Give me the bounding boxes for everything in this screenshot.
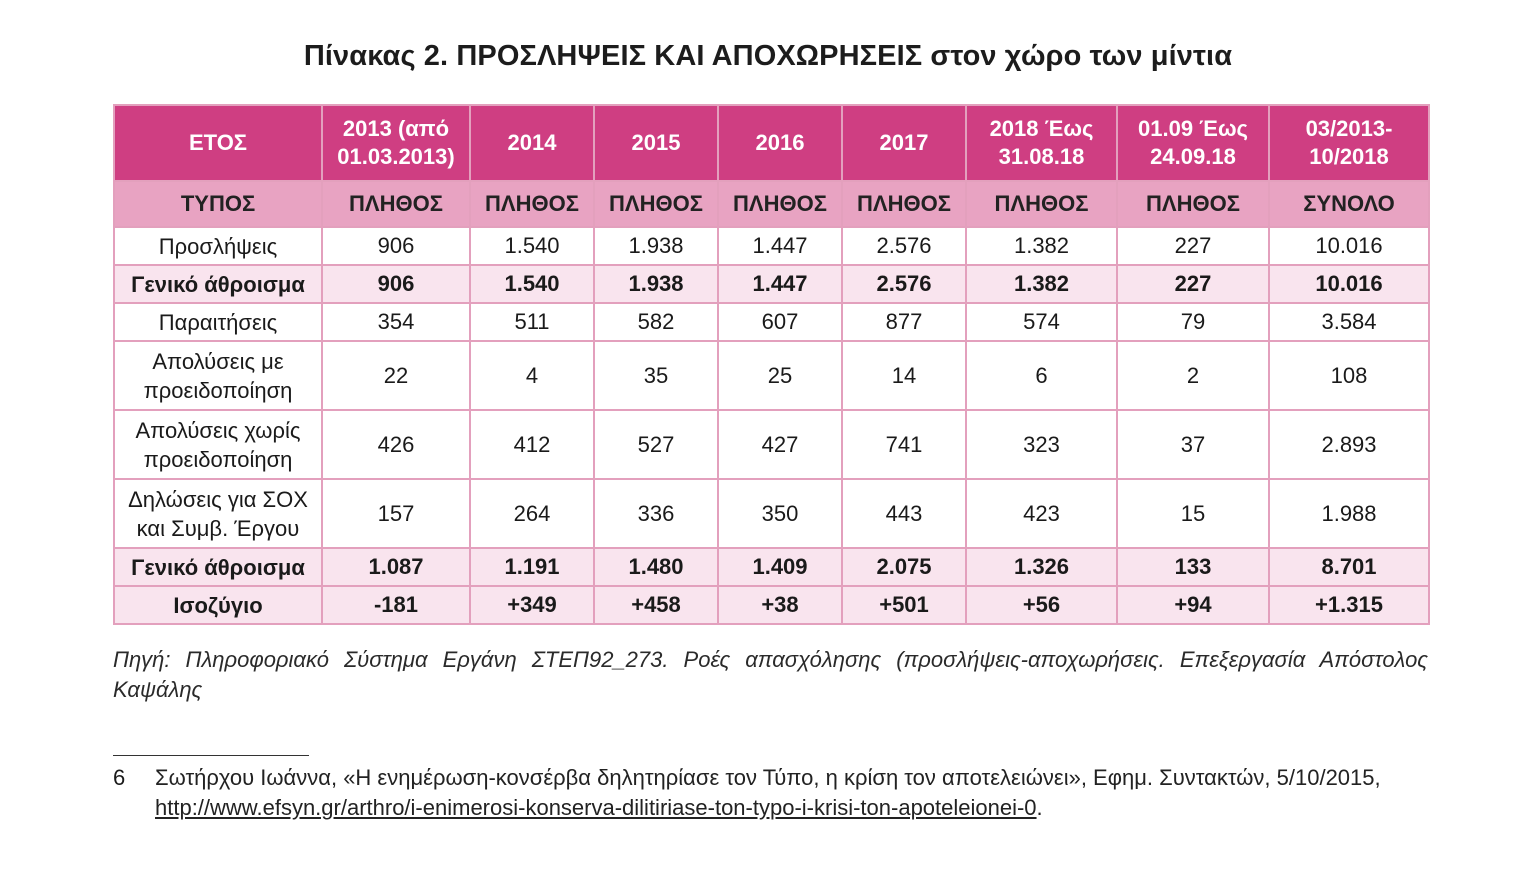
table-cell: 1.087 [322,548,470,586]
footnote-tail: . [1036,795,1043,820]
table-cell: 2.576 [842,227,966,265]
table-cell: 227 [1117,265,1269,303]
table-cell: +56 [966,586,1117,624]
table-cell: 15 [1117,479,1269,548]
table-cell: 443 [842,479,966,548]
table-cell: +501 [842,586,966,624]
header-row-type [114,181,1429,227]
table-cell: 25 [718,341,842,410]
table-cell: 582 [594,303,718,341]
table-cell: 133 [1117,548,1269,586]
header-year-cell: 2014 [470,105,594,181]
table-cell: 1.938 [594,265,718,303]
footnote-link[interactable]: http://www.efsyn.gr/arthro/i-enimerosi-konserva-dilitiriase-ton-typo-i-krisi-ton-apoteleionei-0 [155,795,1037,820]
row-label: Απολύσεις με προειδοποίηση [114,341,322,410]
header-year-cell: 2015 [594,105,718,181]
table-cell: 1.191 [470,548,594,586]
table-cell: 574 [966,303,1117,341]
table-cell: 423 [966,479,1117,548]
table-cell: +38 [718,586,842,624]
table-cell: 527 [594,410,718,479]
table-cell: 354 [322,303,470,341]
header-type-cell: ΠΛΗΘΟΣ [594,181,718,227]
table-cell: +458 [594,586,718,624]
table-row [114,341,1429,410]
table-cell: 264 [470,479,594,548]
table-cell: 2.576 [842,265,966,303]
table-cell: 10.016 [1269,265,1429,303]
row-label: Γενικό άθροισμα [114,548,322,586]
table-cell: -181 [322,586,470,624]
table-row [114,586,1429,624]
table-cell: +349 [470,586,594,624]
table-row [114,410,1429,479]
header-year-cell: 2016 [718,105,842,181]
table-cell: 426 [322,410,470,479]
table-title: Πίνακας 2. ΠΡΟΣΛΗΨΕΙΣ ΚΑΙ ΑΠΟΧΩΡΗΣΕΙΣ στον χώρο των μίντια [303,40,1233,72]
table-cell: 1.938 [594,227,718,265]
row-label: Προσλήψεις [114,227,322,265]
table-row [114,265,1429,303]
table-cell: 14 [842,341,966,410]
table-cell: 427 [718,410,842,479]
header-type-cell: ΣΥΝΟΛΟ [1269,181,1429,227]
table-cell: 350 [718,479,842,548]
table-cell: 1.540 [470,265,594,303]
table-cell: 607 [718,303,842,341]
table-cell: 2 [1117,341,1269,410]
data-table [113,104,1430,625]
table-row [114,303,1429,341]
table-row [114,548,1429,586]
table-cell: 227 [1117,227,1269,265]
header-type-cell: ΠΛΗΘΟΣ [842,181,966,227]
footnote-divider [113,755,309,756]
footnote-number: 6 [113,765,126,790]
table-row [114,227,1429,265]
table-cell: 1.326 [966,548,1117,586]
table-cell: 37 [1117,410,1269,479]
table-cell: +94 [1117,586,1269,624]
table-cell: 1.447 [718,265,842,303]
table-cell: +1.315 [1269,586,1429,624]
table-cell: 3.584 [1269,303,1429,341]
table-cell: 1.988 [1269,479,1429,548]
footnote-text [155,763,1427,823]
table-cell: 1.447 [718,227,842,265]
table-cell: 10.016 [1269,227,1429,265]
header-row-year [114,105,1429,181]
table-cell: 2.893 [1269,410,1429,479]
table-cell: 1.480 [594,548,718,586]
table-cell: 157 [322,479,470,548]
table-cell: 511 [470,303,594,341]
table-cell: 1.409 [718,548,842,586]
row-label: Παραιτήσεις [114,303,322,341]
table-cell: 108 [1269,341,1429,410]
header-year-label: ΕΤΟΣ [114,105,322,181]
table-body [114,227,1429,624]
header-type-label: ΤΥΠΟΣ [114,181,322,227]
row-label: Δηλώσεις για ΣΟΧ και Συμβ. Έργου [114,479,322,548]
row-label: Ισοζύγιο [114,586,322,624]
header-type-cell: ΠΛΗΘΟΣ [470,181,594,227]
table-cell: 8.701 [1269,548,1429,586]
header-year-cell: 2013 (από 01.03.2013) [322,105,470,181]
table-cell: 877 [842,303,966,341]
table-cell: 906 [322,265,470,303]
header-year-cell: 03/2013- 10/2018 [1269,105,1429,181]
table-cell: 1.382 [966,227,1117,265]
table-cell: 412 [470,410,594,479]
row-label: Γενικό άθροισμα [114,265,322,303]
row-label: Απολύσεις χωρίς προειδοποίηση [114,410,322,479]
table-cell: 2.075 [842,548,966,586]
table-row [114,479,1429,548]
table-cell: 1.382 [966,265,1117,303]
header-type-cell: ΠΛΗΘΟΣ [1117,181,1269,227]
footnote-citation: Σωτήρχου Ιωάννα, «Η ενημέρωση-κονσέρβα δηλητηρίασε τον Τύπο, η κρίση τον αποτελειώνει», Εφημ. Συντακτών, 5/10/2015, [155,765,1381,790]
header-year-cell: 01.09 Έως 24.09.18 [1117,105,1269,181]
table-cell: 6 [966,341,1117,410]
table-cell: 906 [322,227,470,265]
table-cell: 4 [470,341,594,410]
header-type-cell: ΠΛΗΘΟΣ [718,181,842,227]
table-cell: 79 [1117,303,1269,341]
table-cell: 336 [594,479,718,548]
header-type-cell: ΠΛΗΘΟΣ [322,181,470,227]
header-year-cell: 2017 [842,105,966,181]
table-cell: 323 [966,410,1117,479]
source-note: Πηγή: Πληροφοριακό Σύστημα Εργάνη ΣΤΕΠ92_273. Ροές απασχόλησης (προσλήψεις-αποχωρήσεις. Επεξεργασία Απόστολος Καψάλης [113,647,1428,702]
table-cell: 22 [322,341,470,410]
table-cell: 1.540 [470,227,594,265]
table-cell: 741 [842,410,966,479]
header-type-cell: ΠΛΗΘΟΣ [966,181,1117,227]
header-year-cell: 2018 Έως 31.08.18 [966,105,1117,181]
table-cell: 35 [594,341,718,410]
